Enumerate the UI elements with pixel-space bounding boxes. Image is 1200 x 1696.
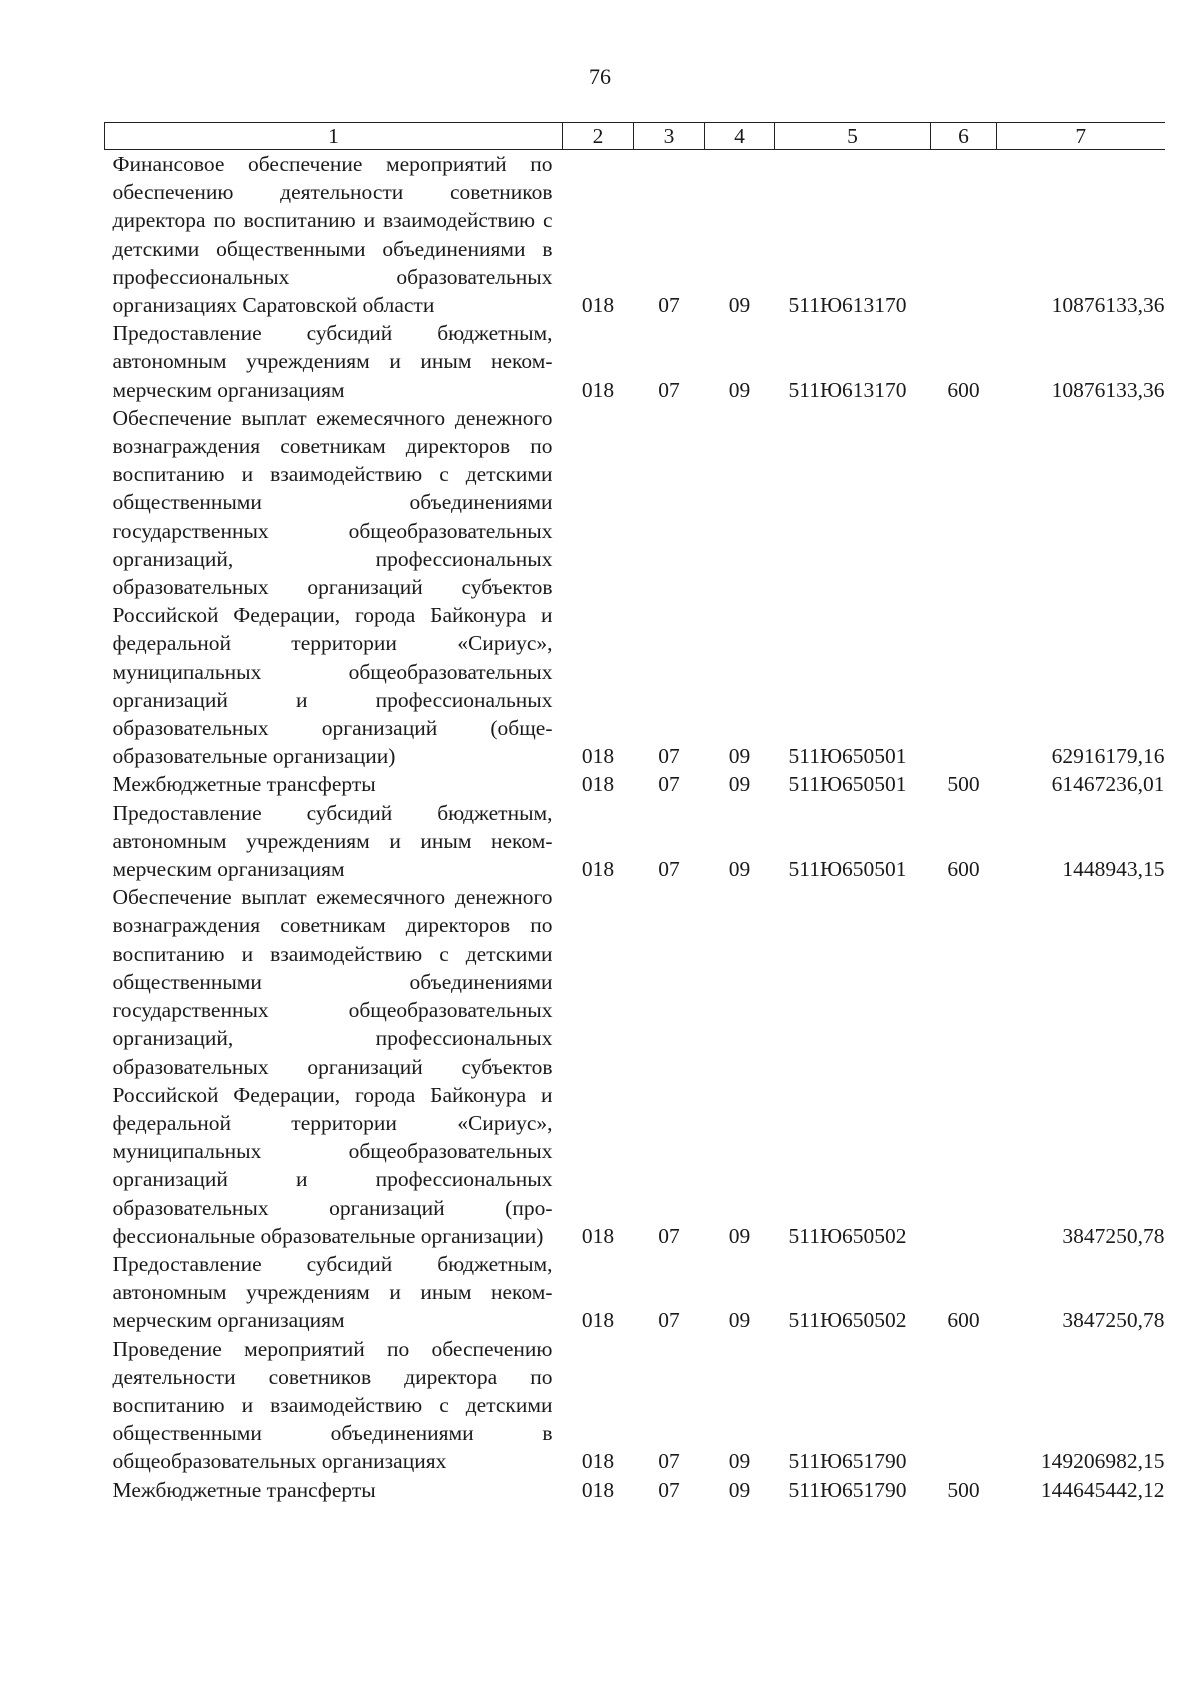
row-amount: 61467236,01 [1051,772,1165,797]
row-admin-code: 018 [581,1223,615,1248]
table-row [105,1335,1165,1476]
row-target-code: 511Ю651790 [788,1477,907,1502]
row-subsection: 09 [728,377,751,402]
table-row [105,150,1165,320]
row-subsection: 09 [728,1449,751,1474]
table-body [105,150,1165,1504]
row-section: 07 [658,293,680,318]
header-row [105,123,1165,150]
row-subsection: 09 [728,1223,751,1248]
table-row [105,1476,1165,1504]
row-section: 07 [658,744,680,769]
row-section: 07 [658,1477,680,1502]
row-subsection: 09 [728,293,751,318]
row-amount: 10876133,36 [1051,377,1165,402]
row-expense-type: 600 [947,377,980,402]
row-expense-type: 500 [947,772,980,797]
row-expense-type [931,1335,997,1476]
row-target-code: 511Ю613170 [788,377,907,402]
row-description: Обеспечение выплат ежемесячного денежного вознаграждения советникам директоров по воспитанию и взаимодействию с детскими общественными объединениями государственных общеобразовательных организаций, профессиональных образовательных организаций субъектов Российской Федерации, города Байконура и федеральной территории «Сириус», муниципальных общеобразовательных организаций и профессиональных образовательных организаций (профессиональные образовательные организации) [112,885,553,1248]
row-section: 07 [658,772,680,797]
row-target-code: 511Ю650501 [788,772,907,797]
row-description: Обеспечение выплат ежемесячного денежного вознаграждения советникам директоров по воспитанию и взаимодействию с детскими общественными объединениями государственных общеобразовательных организаций, профессиональных образовательных организаций субъектов Российской Федерации, города Байконура и федеральной территории «Сириус», муниципальных общеобразовательных организаций и профессиональных образовательных организаций (общеобразовательные организации) [112,405,553,769]
header-col-1: 1 [105,123,563,150]
budget-table [104,122,1165,1504]
row-admin-code: 018 [581,744,615,769]
row-amount: 149206982,15 [1040,1449,1165,1474]
row-description: Межбюджетные трансферты [112,1477,376,1502]
row-expense-type [931,404,997,771]
row-target-code: 511Ю613170 [788,293,907,318]
row-admin-code: 018 [581,377,615,402]
header-col-4: 4 [705,123,775,150]
row-admin-code: 018 [581,1477,615,1502]
table-header [105,123,1165,150]
row-expense-type [931,883,997,1250]
row-subsection: 09 [728,772,751,797]
row-amount: 3847250,78 [1062,1223,1165,1248]
row-description: Предоставление субсидий бюджетным, автономным учреждениям и иным некоммерческим организациям [112,1251,553,1333]
header-col-5: 5 [775,123,931,150]
row-description: Межбюджетные трансферты [112,772,376,797]
row-section: 07 [658,1223,680,1248]
row-amount: 62916179,16 [1051,744,1165,769]
row-section: 07 [658,1449,680,1474]
table-row [105,799,1165,884]
row-description: Проведение мероприятий по обеспечению деятельности советников директора по воспитанию и взаимодействию с детскими общественными объединениями в общеобразовательных организациях [112,1336,553,1474]
row-section: 07 [658,857,680,882]
row-amount: 1448943,15 [1062,857,1165,882]
row-admin-code: 018 [581,1308,615,1333]
row-description: Предоставление субсидий бюджетным, автономным учреждениям и иным некоммерческим организациям [112,800,553,882]
row-subsection: 09 [728,1477,751,1502]
row-amount: 3847250,78 [1062,1308,1165,1333]
header-col-2: 2 [563,123,634,150]
row-amount: 144645442,12 [1040,1477,1165,1502]
row-section: 07 [658,1308,680,1333]
table-row [105,319,1165,404]
header-col-7: 7 [997,123,1165,150]
table-row [105,1250,1165,1335]
row-expense-type: 500 [947,1477,980,1502]
row-section: 07 [658,377,680,402]
row-target-code: 511Ю650502 [788,1308,907,1333]
table-row [105,883,1165,1250]
row-subsection: 09 [728,1308,751,1333]
header-col-3: 3 [634,123,705,150]
table-row [105,770,1165,798]
row-target-code: 511Ю650502 [788,1223,907,1248]
row-description: Финансовое обеспечение мероприятий по обеспечению деятельности советников директора по воспитанию и взаимодействию с детскими общественными объединениями в профессиональных образовательных организациях Саратовской области [112,152,553,318]
row-target-code: 511Ю650501 [788,744,907,769]
row-admin-code: 018 [581,1449,615,1474]
page-number: 76 [589,64,611,89]
row-target-code: 511Ю651790 [788,1449,907,1474]
row-subsection: 09 [728,744,751,769]
row-admin-code: 018 [581,857,615,882]
row-subsection: 09 [728,857,751,882]
row-expense-type: 600 [947,857,980,882]
row-description: Предоставление субсидий бюджетным, автономным учреждениям и иным некоммерческим организациям [112,321,553,402]
row-target-code: 511Ю650501 [788,857,907,882]
row-admin-code: 018 [581,293,615,318]
table-row [105,404,1165,771]
row-expense-type [931,150,997,320]
header-col-6: 6 [931,123,997,150]
row-admin-code: 018 [581,772,615,797]
row-expense-type: 600 [947,1308,980,1333]
row-amount: 10876133,36 [1051,293,1165,318]
